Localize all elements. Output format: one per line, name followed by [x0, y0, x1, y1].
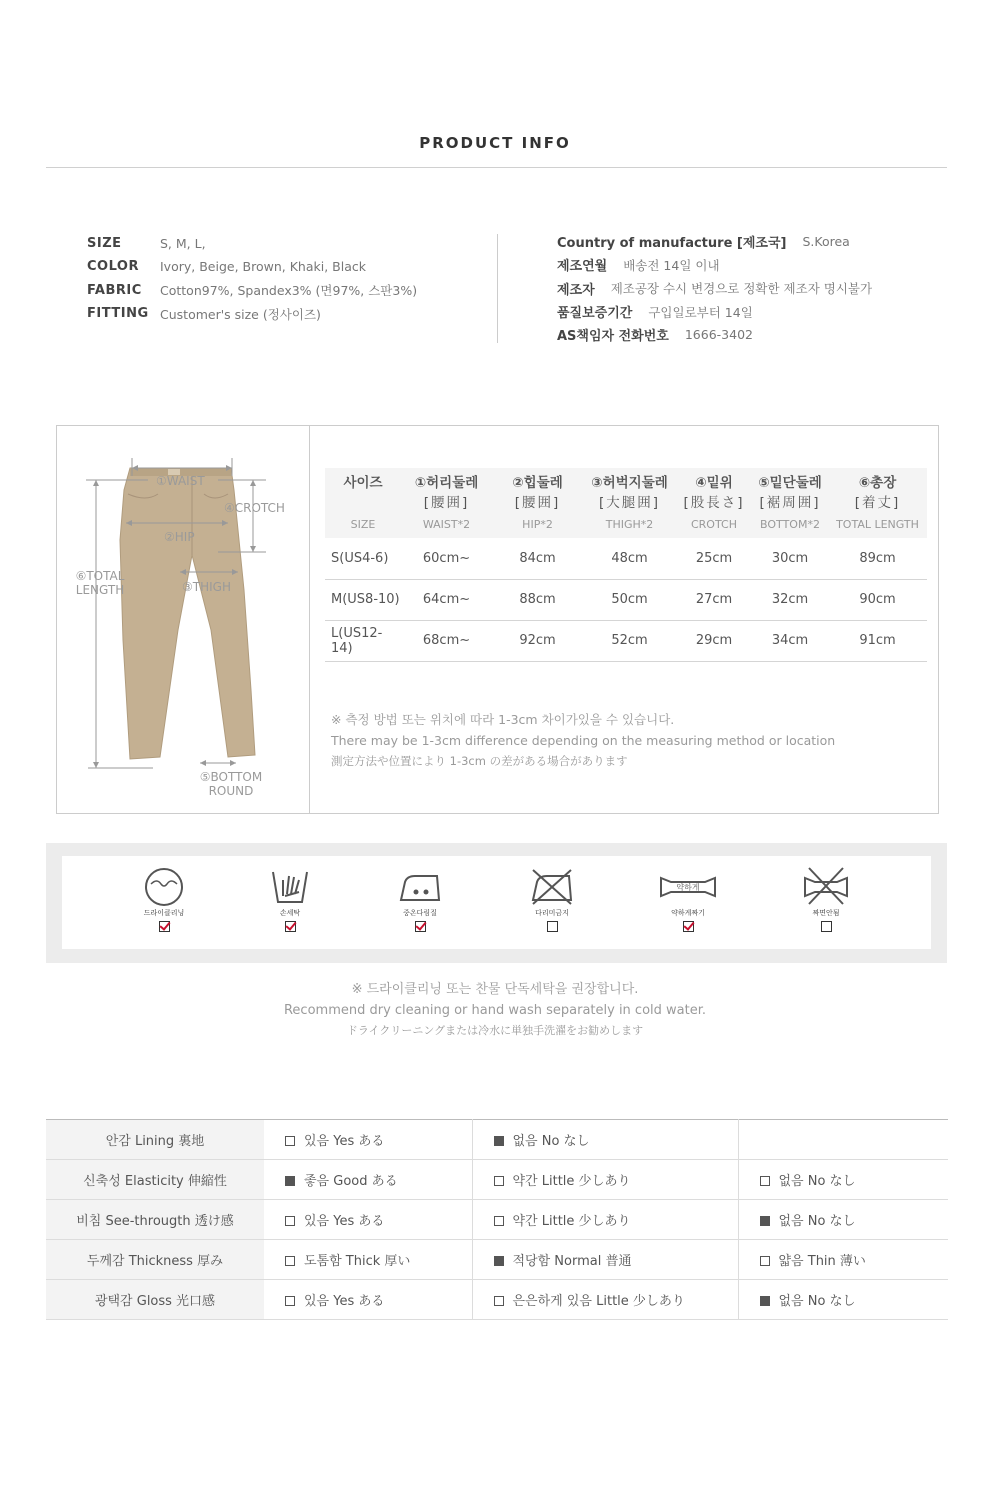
info-row-date — [557, 253, 872, 276]
table-cell: S(US4-6) — [325, 538, 401, 579]
fabric-properties-table — [46, 1119, 948, 1320]
title-divider — [46, 167, 947, 168]
info-value: Cotton97%, Spandex3% (면97%, 스판3%) — [160, 283, 418, 299]
info-key: FITTING — [87, 306, 149, 322]
total-length-label-2: LENGTH — [75, 583, 125, 597]
table-cell: 34cm — [752, 620, 828, 661]
property-option — [738, 1200, 948, 1240]
care-checkbox — [821, 921, 832, 932]
info-left — [87, 232, 417, 325]
size-table-header — [325, 468, 927, 538]
option-text: 없음 No なし — [778, 1214, 856, 1229]
care-checkbox — [285, 921, 296, 932]
info-value: S, M, L, — [160, 236, 206, 252]
care-item-iron — [385, 866, 455, 932]
property-label: 비침 See-througth 透け感 — [46, 1200, 264, 1240]
care-item-no-wring — [791, 866, 861, 932]
table-cell: 89cm — [828, 538, 927, 579]
property-option — [472, 1280, 738, 1320]
bottom-round-label-2: ROUND — [208, 784, 254, 798]
care-label: 중온다림질 — [403, 909, 437, 917]
header-bottom: ⑤밑단둘레 [裾周囲] BOTTOM*2 — [758, 475, 822, 531]
care-text-en: Recommend dry cleaning or hand wash separately in cold water. — [283, 1002, 706, 1018]
info-value: S.Korea — [802, 234, 850, 250]
care-label: 짜면안됨 — [812, 909, 840, 917]
table-cell: M(US8-10) — [325, 579, 401, 620]
option-checkbox-checked — [285, 1176, 295, 1186]
info-key: 제조연월 — [557, 259, 608, 275]
care-recommendation — [0, 980, 990, 1042]
option-text: 도톰함 Thick 厚い — [304, 1254, 411, 1269]
table-row — [46, 1120, 948, 1160]
option-checkbox-checked — [494, 1256, 504, 1266]
option-checkbox-checked — [760, 1296, 770, 1306]
table-cell: 27cm — [676, 579, 752, 620]
table-row — [46, 1160, 948, 1200]
wring-icon-text: 약하게 — [676, 883, 700, 892]
option-text: 얇음 Thin 薄い — [778, 1254, 866, 1269]
option-checkbox-checked — [760, 1216, 770, 1226]
option-text: 좋음 Good ある — [304, 1174, 398, 1189]
property-option — [472, 1120, 738, 1160]
table-cell: 88cm — [492, 579, 583, 620]
property-label: 광택감 Gloss 光口感 — [46, 1280, 264, 1320]
iron-medium-icon — [397, 866, 443, 906]
care-label: 손세탁 — [279, 909, 301, 917]
size-table — [325, 468, 927, 662]
property-option — [738, 1240, 948, 1280]
table-cell: 32cm — [752, 579, 828, 620]
info-value: 1666-3402 — [684, 327, 753, 343]
table-row — [46, 1200, 948, 1240]
size-chart-divider — [309, 426, 310, 813]
measure-notes — [331, 710, 835, 772]
info-value: Customer's size (정사이즈) — [160, 306, 321, 322]
property-option — [264, 1120, 472, 1160]
table-row — [46, 1280, 948, 1320]
page-title: PRODUCT INFO — [419, 134, 571, 152]
info-value: Ivory, Beige, Brown, Khaki, Black — [160, 259, 366, 275]
info-value: 구입일로부터 14일 — [648, 304, 753, 320]
header-size: 사이즈 SIZE — [343, 475, 383, 531]
info-row-warranty — [557, 300, 872, 323]
property-label: 신축성 Elasticity 伸縮性 — [46, 1160, 264, 1200]
measure-note-ko: ※ 측정 방법 또는 위치에 따라 1-3cm 차이가있을 수 있습니다. — [331, 712, 675, 727]
option-checkbox — [285, 1296, 295, 1306]
bottom-round-label-1: ⑤BOTTOM — [199, 770, 263, 784]
measure-note-jp: 測定方法や位置により 1-3cm の差がある場合があります — [331, 754, 628, 768]
option-checkbox — [494, 1296, 504, 1306]
property-option — [472, 1240, 738, 1280]
info-row-color — [87, 255, 417, 278]
table-cell: 29cm — [676, 620, 752, 661]
care-label: 약하게짜기 — [671, 909, 705, 917]
table-cell: 90cm — [828, 579, 927, 620]
property-option — [738, 1280, 948, 1320]
info-right — [557, 230, 872, 346]
info-key: FABRIC — [87, 282, 142, 298]
care-item-no-iron — [517, 866, 587, 932]
info-row-as-phone — [557, 323, 872, 346]
option-text: 없음 No なし — [512, 1134, 590, 1149]
header-crotch: ④밑위 [股長さ] CROTCH — [683, 475, 745, 531]
table-cell: 91cm — [828, 620, 927, 661]
table-cell: 64cm~ — [401, 579, 492, 620]
crotch-label: ④CROTCH — [224, 501, 285, 515]
hip-label: ②HIP — [164, 530, 195, 544]
bottom-round-label — [194, 770, 268, 798]
info-key: Country of manufacture [제조국] — [557, 236, 787, 252]
table-cell: 52cm — [583, 620, 676, 661]
option-checkbox — [285, 1136, 295, 1146]
table-cell: 48cm — [583, 538, 676, 579]
property-option — [472, 1160, 738, 1200]
info-row-maker — [557, 277, 872, 300]
option-text: 있음 Yes ある — [304, 1214, 385, 1229]
property-label: 두께감 Thickness 厚み — [46, 1240, 264, 1280]
no-wring-icon — [801, 866, 851, 906]
care-item-hand-wash — [255, 866, 325, 932]
option-text: 없음 No なし — [778, 1294, 856, 1309]
info-row-fabric — [87, 279, 417, 302]
table-cell: 60cm~ — [401, 538, 492, 579]
dry-clean-icon — [143, 866, 185, 906]
property-option — [472, 1200, 738, 1240]
info-value: 배송전 14일 이내 — [623, 257, 720, 273]
option-checkbox — [285, 1216, 295, 1226]
property-option — [264, 1280, 472, 1320]
table-cell: 68cm~ — [401, 620, 492, 661]
measure-note-en: There may be 1-3cm difference depending on the measuring method or location — [331, 732, 836, 748]
option-checkbox — [760, 1176, 770, 1186]
property-option — [738, 1160, 948, 1200]
property-label: 안감 Lining 裏地 — [46, 1120, 264, 1160]
option-text: 적당함 Normal 普通 — [512, 1254, 632, 1269]
option-checkbox — [494, 1216, 504, 1226]
total-length-label-1: ⑥TOTAL — [75, 569, 125, 583]
total-length-label — [72, 569, 128, 597]
table-cell: 25cm — [676, 538, 752, 579]
care-checkbox — [547, 921, 558, 932]
care-label: 다리미금지 — [535, 909, 569, 917]
care-text-jp: ドライクリーニングまたは冷水に単独手洗濯をお勧めします — [346, 1024, 644, 1037]
info-row-fitting — [87, 302, 417, 325]
option-text: 은은하게 있음 Little 少しあり — [512, 1294, 685, 1309]
care-checkbox — [683, 921, 694, 932]
hand-wash-icon — [269, 866, 311, 906]
header-waist: ①허리둘레 [腰囲] WAIST*2 — [414, 475, 479, 531]
header-total-length: ⑥총장 [着丈] TOTAL LENGTH — [836, 475, 919, 531]
table-cell: 50cm — [583, 579, 676, 620]
header-thigh: ③허벅지둘레 [大腿囲] THIGH*2 — [591, 475, 668, 531]
care-item-dry-clean — [129, 866, 199, 932]
info-key: AS책임자 전화번호 — [557, 329, 669, 345]
table-cell: L(US12-14) — [325, 620, 401, 661]
info-key: SIZE — [87, 236, 122, 252]
option-text: 약간 Little 少しあり — [512, 1214, 631, 1229]
table-cell: 84cm — [492, 538, 583, 579]
table-cell: 92cm — [492, 620, 583, 661]
property-option — [264, 1240, 472, 1280]
table-row — [46, 1240, 948, 1280]
wring-gently-icon — [659, 866, 717, 906]
option-checkbox — [494, 1176, 504, 1186]
option-text: 있음 Yes ある — [304, 1294, 385, 1309]
waist-label: ①WAIST — [156, 474, 205, 488]
option-checkbox — [285, 1256, 295, 1266]
no-iron-icon — [529, 866, 575, 906]
table-row — [325, 579, 927, 620]
thigh-label: ③THIGH — [182, 580, 231, 594]
info-key: 제조자 — [557, 282, 595, 298]
table-row — [325, 620, 927, 661]
option-text: 약간 Little 少しあり — [512, 1174, 631, 1189]
option-checkbox-checked — [494, 1136, 504, 1146]
care-checkbox — [415, 921, 426, 932]
table-cell: 30cm — [752, 538, 828, 579]
option-text: 없음 No なし — [778, 1174, 856, 1189]
pants-diagram — [68, 450, 303, 805]
option-checkbox — [760, 1256, 770, 1266]
property-option — [264, 1200, 472, 1240]
care-label: 드라이클리닝 — [143, 909, 185, 917]
care-item-wring-gently — [653, 866, 723, 932]
header-hip: ②힙둘레 [腰囲] HIP*2 — [512, 475, 563, 531]
property-option — [264, 1160, 472, 1200]
info-divider — [497, 234, 498, 343]
table-row — [325, 538, 927, 579]
info-row-size — [87, 232, 417, 255]
info-value: 제조공장 수시 변경으로 정확한 제조자 명시불가 — [610, 281, 873, 297]
info-key: 품질보증기간 — [557, 306, 633, 322]
option-text: 있음 Yes ある — [304, 1134, 385, 1149]
care-checkbox — [159, 921, 170, 932]
care-text-ko: ※ 드라이클리닝 또는 찬물 단독세탁을 권장합니다. — [351, 982, 639, 997]
property-option-empty — [738, 1120, 948, 1160]
info-key: COLOR — [87, 259, 139, 275]
info-row-country — [557, 230, 872, 253]
